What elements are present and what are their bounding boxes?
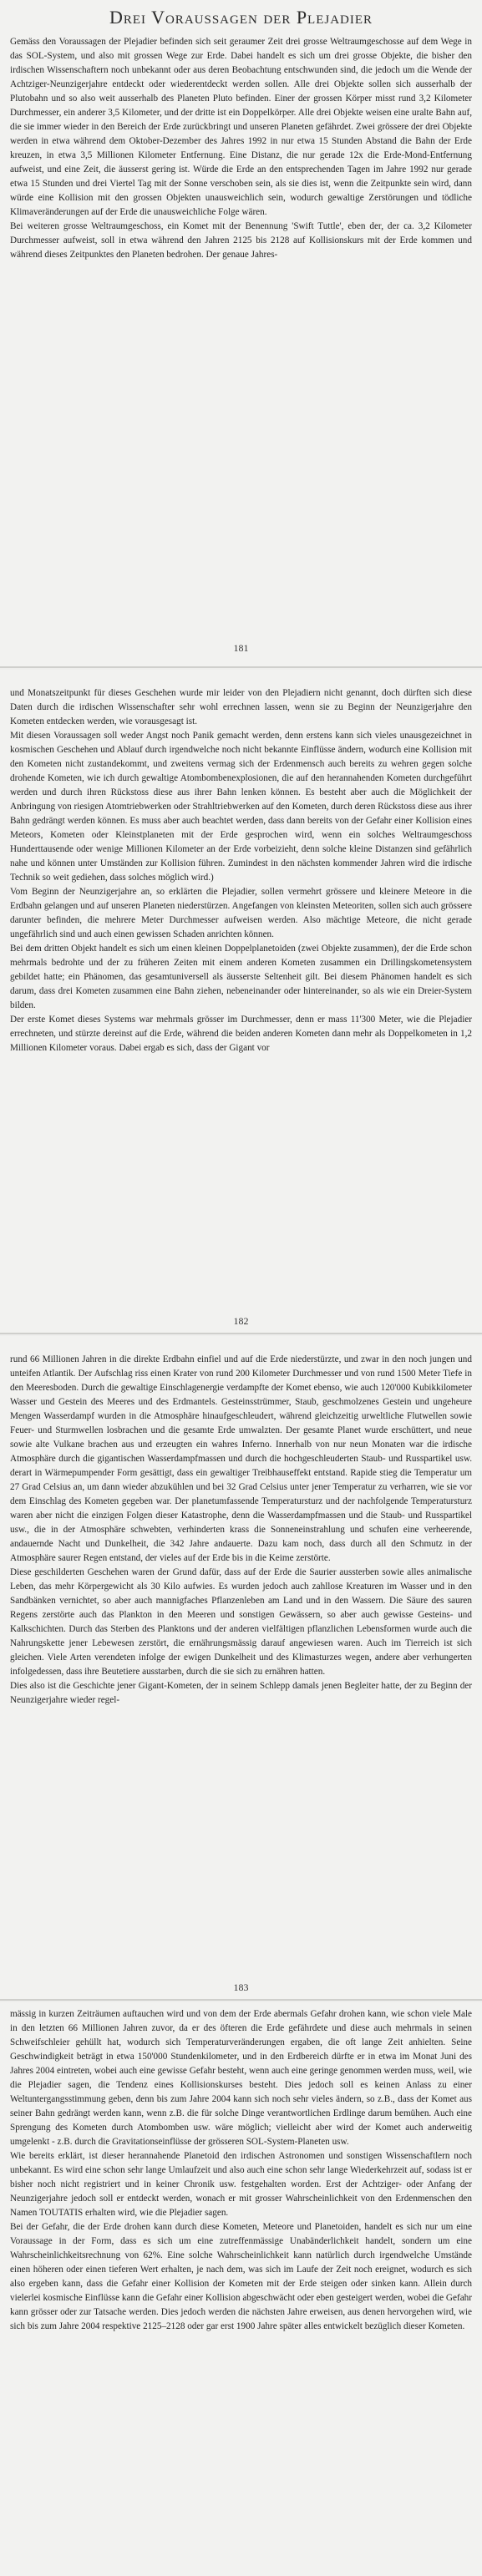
paragraph: Der erste Komet dieses Systems war mehrmals grösser im Durchmesser, denn er mass 11'300 Meter, wie die Plejadier errechneten, und stürzte dereinst auf die Erde, während die beiden anderen Kometen dann mehr als Doppelkometen in 1,2 Millionen Kilometer voraus. Dabei ergab es sich, dass der Gigant vor (10, 1015, 472, 1053)
page-183 (0, 1336, 482, 2001)
paragraph: Vom Beginn der Neunzigerjahre an, so erklärten die Plejadier, sollen vermehrt grössere und kleinere Meteore in die Erdbahn gelangen und auf unseren Planeten niederstürzen. Angefangen von kleinsten Meteoriten, sollen sich auch grössere darunter befinden, die mehrere Meter Durchmesser aufweisen werden. Also mächtige Meteore, die nicht gerade ungefährlich sind und auch einen gewissen Schaden anrichten können. (10, 887, 472, 939)
page-title: Drei Voraussagen der Plejadier (109, 7, 373, 28)
paragraph: Dies also ist die Geschichte jener Gigant-Kometen, der in seinem Schlepp damals jenen Begleiter hatte, der zu Beginn der Neunzigerjahre wieder regel- (10, 1681, 472, 1705)
paragraph: Diese geschilderten Geschehen waren der Grund dafür, dass auf der Erde die Saurier aussterben sowie alles animalische Leben, das mehr Körpergewicht als 30 Kilo aufwies. Es wurden jedoch auch zahllose Kreaturen im Wasser und in den Sandbänken vernichtet, so aber auch mannigfaches Pflanzenleben am Land und in den Wassern. Die Säure des sauren Regens zerstörte auch das Plankton in den Meeren und sonstigen Gewässern, so aber auch gewisse Gesteins- und Kalkschichten. Durch das Sterben des Planktons und der anderen vielfältigen pflanzlichen Lebensformen wurde auch die Nahrungskette jener Lebewesen zerstört, die ernährungsmässig darauf angewiesen waren. Auch im Tierreich ist sich gleichen. Viele Arten verendeten infolge der ewigen Dunkelheit und des Klimasturzes wegen, andere aber verhungerten infolgedessen, dass ihre Beutetiere ausstarben, durch die sie sich zu ernähren hatten. (10, 1567, 472, 1677)
body-text (0, 2007, 482, 2334)
paragraph: und Monatszeitpunkt für dieses Geschehen wurde mir leider von den Plejadiern nicht genannt, doch dürften sich diese Daten durch die irdischen Wissenschafter sehr wohl errechnen lassen, wenn sie zu Beginn der Neunzigerjahre den Kometen entdecken werden, wie vorausgesagt ist. (10, 688, 472, 726)
page-number: 181 (233, 642, 249, 654)
paragraph: Wie bereits erklärt, ist dieser herannahende Planetoid den irdischen Astronomen und sonstigen Wissenschaftlern noch unbekannt. Es wird eine schon sehr lange Umlaufzeit und also auch eine schon sehr lange Wiederkehrzeit auf, sodass ist er bisher noch nicht registriert und in keiner Chronik usw. festgehalten worden. Erst der Achtziger- oder Anfang der Neunzigerjahre jedoch soll er entdeckt werden, wonach er mit grosser Wahrscheinlichkeit von den Erdenmenschen den Namen TOUTATIS erhalten wird, wie die Plejadier sagen. (10, 2151, 472, 2218)
paragraph: Bei dem dritten Objekt handelt es sich um einen kleinen Doppelplanetoiden (zwei Objekte zusammen), der die Erde schon mehrmals bedrohte und der zu früheren Zeiten mit einem anderen Kometen zusammen ein Drillingskometensystem gebildet hatte; ein Phänomen, das gesamtuniversell als äusserste Seltenheit gilt. Bei diesem Phänomen handelt es sich darum, dass drei Kometen zusammen eine Bahn ziehen, nebeneinander oder hintereinander, so als wie ein Dreier-System bilden. (10, 944, 472, 1010)
page-181 (0, 0, 482, 668)
page-number: 183 (233, 1981, 249, 1993)
paragraph: mässig in kurzen Zeiträumen auftauchen wird und von dem der Erde abermals Gefahr drohen kann, wie schon viele Male in den letzten 66 Millionen Jahren zuvor, da er des öfteren die Erde gefährdete und diese auch mehrmals in seinen Schweifschleier gehüllt hat, wodurch sich Temperaturveränderungen ergaben, die oft lange Zeit anhielten. Seine Geschwindigkeit beträgt in etwa 150'000 Stundenkilometer, und in den Erdbereich dürfte er in etwa im Monat Juni des Jahres 2004 eintreten, wobei auch eine gewisse Gefahr besteht, wenn auch eine geringe genommen werden muss, weil, wie die Plejadier sagen, die Tendenz eines Kollisionskurses besteht. Dies jedoch soll es keinen Anlass zu einer Weltuntergangsstimmung geben, denn bis zum Jahre 2004 kann sich noch sehr vieles ändern, so z.B., dass der Komet aus seiner Bahn gedrängt werden kann, wenn z.B. die für solche Dinge verantwortlichen Erdlinge darum bemühen. Auch eine Sprengung des Kometen durch Atombomben usw. wäre möglich; vielleicht aber wird der Komet auch anderweitig umgelenkt - z.B. durch die Gravitationseinflüsse der grösseren SOL-System-Planeten usw. (10, 2009, 472, 2147)
body-text (0, 35, 482, 262)
paragraph: Bei der Gefahr, die der Erde drohen kann durch diese Kometen, Meteore und Planetoiden, handelt es sich nur um eine Voraussage in der Form, dass es sich um eine zutreffenmässige Unabänderlichkeit handelt, sondern um eine Wahrscheinlichkeitsrechnung von 62%. Eine solche Wahrscheinlichkeit kann natürlich durch irgendwelche Umstände einen höheren oder einen tieferen Wert erhalten, je nach dem, was sich im Laufe der Zeit noch ereignet, wodurch es sich also ergeben kann, dass die Gefahr einer Kollision der Kometen mit der Erde steigen oder sinken kann. Allein durch vielerlei kosmische Einflüsse kann die Gefahr einer Kollision abgeschwächt oder eben gesteigert werden, wobei die Gefahr kann grösser oder zur Tatsache werden. Dies jedoch werden die nächsten Jahre erweisen, aus denen hervorgehen wird, wie sich bis zum Jahre 2004 respektive 2125–2128 oder gar erst 1900 Jahre später alles entwickelt bezüglich dieser Kometen. (10, 2222, 472, 2331)
body-text (0, 686, 482, 1055)
page-184 (0, 2002, 482, 2576)
paragraph: rund 66 Millionen Jahren in die direkte Erdbahn einfiel und auf die Erde niederstürzte, und zwar in den noch jungen und unteifen Atlantik. Der Aufschlag riss einen Krater von rund 200 Kilometer Durchmesser und von rund 1500 Meter Tiefe in den Meeresboden. Durch die gewaltige Einschlagenergie verdampfte der Komet ebenso, wie auch 120'000 Kubikkilometer Wasser und Gestein des Meeres und des Erdmantels. Gesteinsstrümmer, Staub, geschmolzenes Gestein und ungeheure Mengen Wasserdampf wurden in die Atmosphäre hinaufgeschleudert, während gleichzeitig urweltliche Flutwellen sowie Feuer- und Sturmwellen losbrachen und die gesamte Erde umwalzten. Der gesamte Planet wurde erschüttert, und neue sowie alte Vulkane brachen aus und erzeugten ein wahres Inferno. Innerhalb von nur neun Monaten war die irdische Atmosphäre durch die gigantischen Wasserdampfmassen und durch die hochgeschleuderten Staub- und Russpartikel usw. derart in Wärmepumpender Form gesättigt, dass ein gewaltiger Treibhauseffekt entstand. Rapide stieg die Temperatur um 27 Grad Celsius an, um dann wieder abzukühlen und bei 32 Grad Celsius unter jener Temperatur zu verharren, wie sie vor dem Einschlag des Kometen gegeben war. Der planetumfassende Temperatursturz und der nachfolgende Temperatursturz waren aber nicht die einzigen Folgen dieser Katastrophe, denn die Wasserdampfmassen und die Staub- und Russpartikel usw., die in der Atmosphäre schwebten, verhinderten krass die Sonneneinstrahlung und schufen eine verheerende, andauernde Nacht und Dunkelheit, die 342 Jahre andauerte. Dazu kam noch, dass durch all den Schmutz in der Atmosphäre saurer Regen entstand, der vieles auf der Erde bis in die Keime zerstörte. (10, 1354, 472, 1563)
paragraph: Bei weiteren grosse Weltraumgeschoss, ein Komet mit der Benennung 'Swift Tuttle', eben der, der ca. 3,2 Kilometer Durchmesser aufweist, soll in etwa während den Jahren 2125 bis 2128 auf Kollisionskurs mit der Erde kommen und während dieses Zeitpunktes den Planeten bedrohen. Der genaue Jahres- (10, 221, 472, 260)
body-text (0, 1353, 482, 1708)
page-182 (0, 670, 482, 1334)
page-number: 182 (233, 1315, 249, 1327)
paragraph: Gemäss den Voraussagen der Plejadier befinden sich seit geraumer Zeit drei grosse Weltraumgeschosse auf dem Wege in das SOL-System, und also mit grossen Wege zur Erde. Dabei handelt es sich um drei grosse Objekte, die bisher den irdischen Wissenschaftern noch unbekannt oder aus deren Beobachtung entschwunden sind, die jedoch um die Wende der Achtziger-Neunzigerjahre entdeckt oder wiederentdeckt werden sollen. Alle drei Objekte sollen sich ausserhalb der Plutobahn und so also weit ausserhalb des Planeten Pluto befinden. Einer der grossen Körper misst rund 3,2 Kilometer Durchmesser, ein anderer 3,5 Kilometer, und der dritte ist ein Doppelkörper. Alle drei Objekte weisen eine uralte Bahn auf, die sie immer wieder in den Bereich der Erde zurückbringt und unseren Planeten gefährdet. Zwei grössere der drei Objekte werden in etwa während dem Oktober-Dezember des Jahres 1992 in nur etwa 15 Stunden Abstand die Bahn der Erde kreuzen, in etwa 3,5 Millionen Kilometer Entfernung. Eine Distanz, die nur gerade 12x die Erde-Mond-Entfernung aufweist, und eine Zeit, die äusserst gering ist. Würde die Erde an den entsprechenden Tagen im Jahre 1992 nur gerade etwa 15 Stunden und drei Viertel Tag mit der Sonne verschoben sein, als sie dies ist, wenn die Zeitpunkte sein wird, dann würde eine Kollision mit den grossen Objekten unausweichlich sein, wodurch gewaltige Zerstörungen und tödliche Klimaveränderungen auf der Erde die unausweichliche Folge wären. (10, 37, 472, 217)
paragraph: Mit diesen Voraussagen soll weder Angst noch Panik gemacht werden, denn erstens kann sich vieles unausgezeichnet in kosmischen Geschehen und Ablauf durch irgendwelche noch nicht bekannte Einflüsse ändern, wodurch eine Kollision mit den Kometen nicht zustandekommt, und zweitens vermag sich der Erdenmensch auch bereits zu wehren gegen solche drohende Kometen, wie ich durch gewaltige Atombombenexplosionen, die auf den herannahenden Kometen durchgeführt werden und durch ihren Rückstoss diese aus ihrer Bahn lenken können. Es besteht aber auch die Möglichkeit der Anbringung von riesigen Atomtriebwerken oder Strahltriebwerken auf den Kometen, durch deren Rückstoss diese aus ihrer Bahn gedrängt werden können. Es muss aber auch beachtet werden, dass dann bereits von der Gefahr einer Kollision eines Meteors, Kometen oder Kleinstplaneten mit der Erde gesprochen wird, wenn ein solches Weltraumgeschoss Hunderttausende oder wenige Millionen Kilometer an der Erde vorbeizieht, denn solche kleine Distanzen sind gefährlich nahe und können unter Umständen zur Kollision führen. Zumindest in den nächsten kommender Jahren wird die irdische Technik so weit gediehen, dass solches möglich wird.) (10, 731, 472, 883)
